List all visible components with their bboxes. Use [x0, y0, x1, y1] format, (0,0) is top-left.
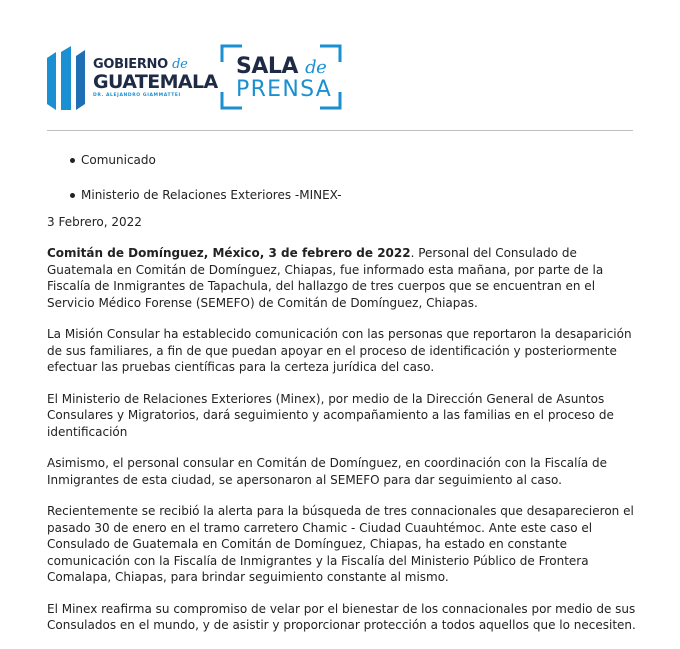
publish-date: 3 Febrero, 2022 [47, 215, 142, 229]
bullet-icon [70, 158, 75, 163]
article-paragraph: El Minex reafirma su compromiso de velar por el bienestar de los connacionales por medio de sus Consulados en el mundo, y de asistir y proporcionar protección a todos aquellos que lo necesiten. [47, 601, 636, 632]
article-body [47, 245, 637, 649]
sala-de-prensa-logo[interactable] [220, 44, 342, 110]
paragraph-text: . Personal del Consulado de Guatemala en Comitán de Domínguez, Chiapas, fue informado esta mañana, por parte de la Fiscalía de Inmigrantes de Tapachula, del hallazgo de tres cuerpos que se encuentran en el Servicio Médico Forense (SEMEFO) de Comitán de Domínguez, Chiapas. [47, 246, 604, 310]
gobierno-line2: GUATEMALA [93, 71, 218, 93]
category-label: Ministerio de Relaciones Exteriores -MINEX- [81, 188, 342, 202]
article-paragraph: Recientemente se recibió la alerta para la búsqueda de tres connacionales que desaparecieron el pasado 30 de enero en el tramo carretero Chamic - Ciudad Cuauhtémoc. Ante este caso el Consulado de Guatemala en Comitán de Domínguez, Chiapas, ha estado en constante comunicación con la Fiscalía de Inmigrantes y la Fiscalía del Ministerio Público de Frontera Comalapa, Chiapas, para brindar seguimiento constante al mismo. [47, 504, 634, 584]
gobierno-line3: DR. ALEJANDRO GIAMMATTEI [93, 93, 181, 98]
article-paragraph: La Misión Consular ha establecido comunicación con las personas que reportaron la desaparición de sus familiares, a fin de que puedan apoyar en el proceso de identificación y posteriormente efectuar las pruebas científicas para la certeza jurídica del caso. [47, 327, 632, 374]
page-header [47, 40, 647, 120]
sala-wordmark [236, 56, 332, 101]
category-label: Comunicado [81, 153, 156, 167]
gobierno-line1: GOBIERNO de [93, 57, 188, 72]
sala-line2: PRENSA [236, 77, 333, 102]
gobierno-wordmark [93, 58, 218, 99]
header-divider [47, 130, 633, 131]
bullet-icon [70, 193, 75, 198]
dateline: Comitán de Domínguez, México, 3 de febrero de 2022 [47, 246, 411, 260]
flag-bars-icon [47, 46, 87, 110]
sala-line1: SALA de [236, 54, 327, 79]
article-paragraph: El Ministerio de Relaciones Exteriores (Minex), por medio de la Dirección General de Asuntos Consulares y Migratorios, dará seguimiento y acompañamiento a las familias en el proceso de identificación [47, 391, 614, 439]
gobierno-guatemala-logo[interactable] [47, 46, 218, 110]
article-paragraph [47, 245, 637, 311]
article-paragraph: Asimismo, el personal consular en Comitán de Domínguez, en coordinación con la Fiscalía de Inmigrantes de esta ciudad, se apersonaron al SEMEFO para dar seguimiento al caso. [47, 456, 607, 487]
